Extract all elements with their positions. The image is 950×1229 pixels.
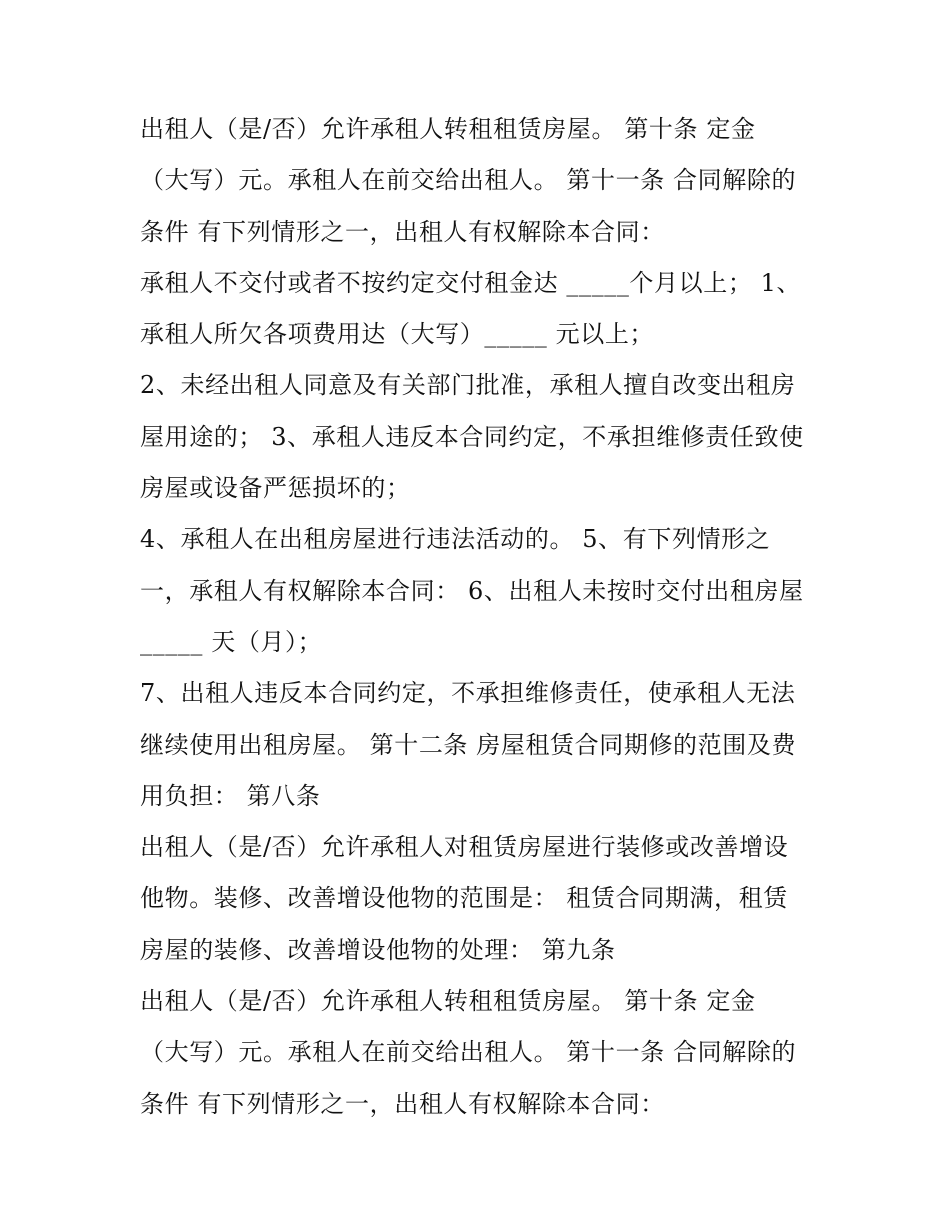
text-line: 出租人（是/否）允许承租人对租赁房屋进行装修或改善增设 <box>140 833 789 862</box>
text-line: 条件 有下列情形之一，出租人有权解除本合同： <box>140 217 665 246</box>
text-line: 承租人不交付或者不按约定交付租金达 _____个月以上； 1、 <box>140 268 802 297</box>
text-line: 出租人（是/否）允许承租人转租租赁房屋。 第十条 定金 <box>140 987 756 1016</box>
text-line: 出租人（是/否）允许承租人转租租赁房屋。 第十条 定金 <box>140 115 756 143</box>
text-line: 房屋的装修、改善增设他物的处理： 第九条 <box>140 935 616 964</box>
document-body <box>140 104 820 1130</box>
text-line: 他物。装修、改善增设他物的范围是： 租赁合同期满，租赁 <box>140 884 788 913</box>
text-line: 房屋或设备严惩损坏的； <box>140 474 411 503</box>
text-line: _____ 天（月）； <box>140 627 323 656</box>
text-line: 2、未经出租人同意及有关部门批准，承租人擅自改变出租房 <box>140 371 796 400</box>
text-line: 继续使用出租房屋。 第十二条 房屋租赁合同期修的范围及费 <box>140 730 797 759</box>
text-line: 4、承租人在出租房屋进行违法活动的。 5、有下列情形之 <box>140 525 771 554</box>
text-line: （大写）元。承租人在前交给出租人。 第十一条 合同解除的 <box>140 166 797 195</box>
text-line: 7、出租人违反本合同约定，不承担维修责任，使承租人无法 <box>140 679 796 708</box>
text-line: 用负担： 第八条 <box>140 781 321 810</box>
text-line: 承租人所欠各项费用达（大写）_____ 元以上； <box>140 320 655 349</box>
text-line: 一，承租人有权解除本合同： 6、出租人未按时交付出租房屋 <box>140 576 804 605</box>
text-line: （大写）元。承租人在前交给出租人。 第十一条 合同解除的 <box>140 1038 797 1067</box>
text-line: 条件 有下列情形之一，出租人有权解除本合同： <box>140 1089 665 1118</box>
text-line: 屋用途的； 3、承租人违反本合同约定，不承担维修责任致使 <box>140 422 804 451</box>
